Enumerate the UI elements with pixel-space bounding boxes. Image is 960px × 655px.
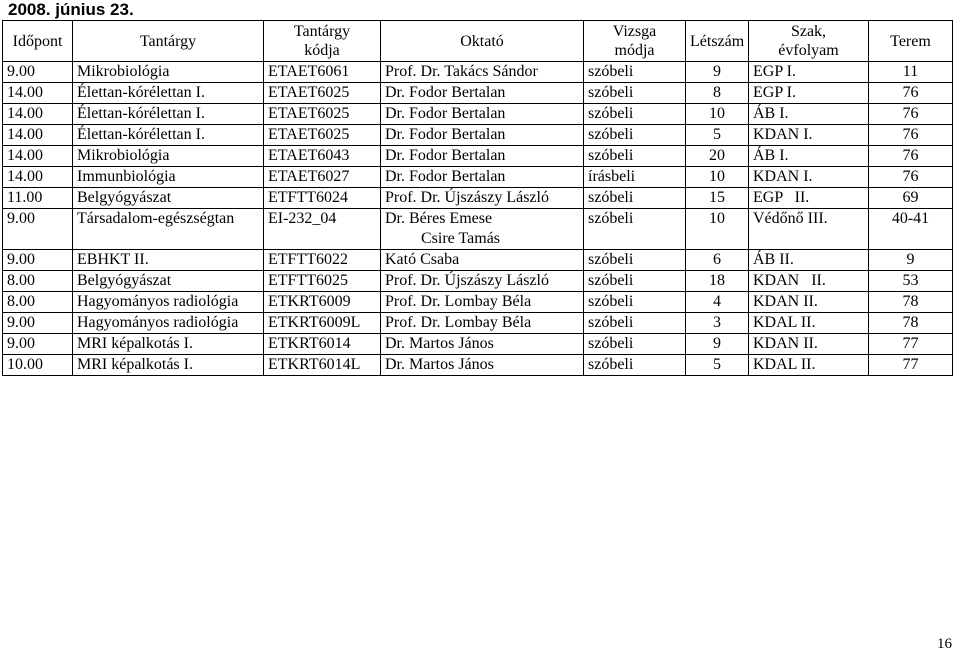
- cell-teacher: Dr. Fodor Bertalan: [381, 125, 584, 146]
- cell-teacher: Dr. Fodor Bertalan: [381, 83, 584, 104]
- cell-subject: MRI képalkotás I.: [73, 334, 264, 355]
- cell-major: ÁB II.: [749, 250, 869, 271]
- cell-time: 10.00: [3, 355, 73, 376]
- exam-schedule-table: [2, 20, 953, 376]
- cell-teacher: Prof. Dr. Lombay Béla: [381, 292, 584, 313]
- cell-major: KDAN I.: [749, 125, 869, 146]
- cell-teacher: Dr. Martos János: [381, 334, 584, 355]
- cell-time: 14.00: [3, 125, 73, 146]
- cell-teacher: Dr. Martos János: [381, 355, 584, 376]
- cell-major: KDAL II.: [749, 313, 869, 334]
- teacher-name-1: Dr. Béres Emese: [385, 210, 493, 227]
- table-row: [3, 188, 953, 209]
- cell-room: 9: [869, 250, 953, 271]
- cell-time: 14.00: [3, 167, 73, 188]
- cell-exam-type: írásbeli: [584, 167, 686, 188]
- cell-major: KDAN II.: [749, 334, 869, 355]
- cell-major: KDAN I.: [749, 167, 869, 188]
- cell-time: 9.00: [3, 209, 73, 250]
- cell-room: 11: [869, 62, 953, 83]
- cell-exam-type: szóbeli: [584, 355, 686, 376]
- cell-count: 3: [686, 313, 749, 334]
- cell-count: 4: [686, 292, 749, 313]
- cell-code: ETFTT6025: [264, 271, 381, 292]
- header-exam-line1: Vizsga: [612, 23, 657, 40]
- table-row: [3, 292, 953, 313]
- cell-code: ETAET6043: [264, 146, 381, 167]
- cell-subject: Belgyógyászat: [73, 271, 264, 292]
- table-header-row: [3, 21, 953, 62]
- cell-time: 8.00: [3, 292, 73, 313]
- cell-time: 9.00: [3, 334, 73, 355]
- cell-subject: Immunbiológia: [73, 167, 264, 188]
- cell-time: 11.00: [3, 188, 73, 209]
- cell-major: KDAN II.: [749, 271, 869, 292]
- cell-exam-type: szóbeli: [584, 83, 686, 104]
- cell-count: 9: [686, 62, 749, 83]
- cell-major: ÁB I.: [749, 146, 869, 167]
- cell-subject: Élettan-kórélettan I.: [73, 104, 264, 125]
- header-code-line1: Tantárgy: [293, 23, 351, 40]
- cell-room: 77: [869, 355, 953, 376]
- header-major-line2: évfolyam: [778, 42, 839, 59]
- cell-subject: Hagyományos radiológia: [73, 313, 264, 334]
- cell-count: 5: [686, 355, 749, 376]
- header-exam-type: [584, 21, 686, 62]
- cell-count: 8: [686, 83, 749, 104]
- header-count: Létszám: [686, 21, 749, 62]
- cell-room: 78: [869, 313, 953, 334]
- cell-time: 9.00: [3, 62, 73, 83]
- cell-teacher: [381, 209, 584, 250]
- cell-code: ETFTT6024: [264, 188, 381, 209]
- cell-major: ÁB I.: [749, 104, 869, 125]
- table-row: [3, 62, 953, 83]
- cell-time: 14.00: [3, 83, 73, 104]
- cell-teacher: Dr. Fodor Bertalan: [381, 167, 584, 188]
- cell-major: EGP II.: [749, 188, 869, 209]
- cell-code: ETAET6061: [264, 62, 381, 83]
- cell-time: 9.00: [3, 250, 73, 271]
- table-row: [3, 104, 953, 125]
- cell-code: ETKRT6009L: [264, 313, 381, 334]
- cell-room: 40-41: [869, 209, 953, 250]
- table-row: [3, 250, 953, 271]
- table-row: [3, 271, 953, 292]
- cell-time: 9.00: [3, 313, 73, 334]
- cell-teacher: Prof. Dr. Újszászy László: [381, 188, 584, 209]
- cell-code: ETAET6025: [264, 125, 381, 146]
- table-row: [3, 167, 953, 188]
- table-row: [3, 313, 953, 334]
- cell-time: 14.00: [3, 104, 73, 125]
- header-major: [749, 21, 869, 62]
- cell-major: KDAL II.: [749, 355, 869, 376]
- cell-count: 18: [686, 271, 749, 292]
- table-row: [3, 125, 953, 146]
- cell-count: 15: [686, 188, 749, 209]
- cell-exam-type: szóbeli: [584, 188, 686, 209]
- header-major-line1: Szak,: [790, 23, 827, 40]
- cell-subject: Belgyógyászat: [73, 188, 264, 209]
- cell-code: ETKRT6014L: [264, 355, 381, 376]
- header-subject-code: [264, 21, 381, 62]
- cell-room: 76: [869, 104, 953, 125]
- cell-teacher: Dr. Fodor Bertalan: [381, 146, 584, 167]
- cell-exam-type: szóbeli: [584, 146, 686, 167]
- cell-subject: EBHKT II.: [73, 250, 264, 271]
- cell-room: 78: [869, 292, 953, 313]
- cell-code: ETAET6027: [264, 167, 381, 188]
- cell-subject: Élettan-kórélettan I.: [73, 83, 264, 104]
- cell-exam-type: szóbeli: [584, 313, 686, 334]
- cell-code: EI-232_04: [264, 209, 381, 250]
- cell-major: KDAN II.: [749, 292, 869, 313]
- header-exam-line2: módja: [614, 42, 655, 59]
- cell-teacher: Prof. Dr. Lombay Béla: [381, 313, 584, 334]
- cell-room: 77: [869, 334, 953, 355]
- table-row: [3, 209, 953, 250]
- cell-exam-type: szóbeli: [584, 104, 686, 125]
- cell-subject: Mikrobiológia: [73, 62, 264, 83]
- cell-code: ETAET6025: [264, 104, 381, 125]
- header-room: Terem: [869, 21, 953, 62]
- cell-count: 20: [686, 146, 749, 167]
- cell-count: 10: [686, 104, 749, 125]
- cell-time: 14.00: [3, 146, 73, 167]
- cell-teacher: Prof. Dr. Újszászy László: [381, 271, 584, 292]
- cell-subject: Hagyományos radiológia: [73, 292, 264, 313]
- cell-teacher: Dr. Fodor Bertalan: [381, 104, 584, 125]
- table-row: [3, 334, 953, 355]
- cell-count: 10: [686, 209, 749, 250]
- cell-exam-type: szóbeli: [584, 125, 686, 146]
- table-row: [3, 146, 953, 167]
- cell-major: Védőnő III.: [749, 209, 869, 250]
- cell-exam-type: szóbeli: [584, 334, 686, 355]
- cell-count: 5: [686, 125, 749, 146]
- cell-room: 76: [869, 146, 953, 167]
- teacher-name-2: Csire Tamás: [421, 230, 501, 247]
- cell-exam-type: szóbeli: [584, 250, 686, 271]
- cell-major: EGP I.: [749, 83, 869, 104]
- cell-exam-type: szóbeli: [584, 271, 686, 292]
- cell-teacher: Prof. Dr. Takács Sándor: [381, 62, 584, 83]
- cell-time: 8.00: [3, 271, 73, 292]
- header-subject: Tantárgy: [73, 21, 264, 62]
- cell-exam-type: szóbeli: [584, 292, 686, 313]
- cell-count: 6: [686, 250, 749, 271]
- table-row: [3, 355, 953, 376]
- cell-subject: MRI képalkotás I.: [73, 355, 264, 376]
- cell-code: ETAET6025: [264, 83, 381, 104]
- page-date-heading: 2008. június 23.: [8, 0, 134, 19]
- cell-exam-type: szóbeli: [584, 62, 686, 83]
- cell-count: 9: [686, 334, 749, 355]
- cell-room: 69: [869, 188, 953, 209]
- cell-code: ETKRT6009: [264, 292, 381, 313]
- page-number: 16: [937, 636, 952, 652]
- cell-count: 10: [686, 167, 749, 188]
- cell-major: EGP I.: [749, 62, 869, 83]
- cell-room: 76: [869, 125, 953, 146]
- cell-code: ETFTT6022: [264, 250, 381, 271]
- header-code-line2: kódja: [304, 42, 340, 59]
- cell-room: 76: [869, 83, 953, 104]
- table-row: [3, 83, 953, 104]
- cell-subject: Élettan-kórélettan I.: [73, 125, 264, 146]
- header-time: Időpont: [3, 21, 73, 62]
- cell-room: 76: [869, 167, 953, 188]
- header-teacher: Oktató: [381, 21, 584, 62]
- cell-code: ETKRT6014: [264, 334, 381, 355]
- cell-room: 53: [869, 271, 953, 292]
- cell-exam-type: szóbeli: [584, 209, 686, 250]
- cell-teacher: Kató Csaba: [381, 250, 584, 271]
- cell-subject: Társadalom-egészségtan: [73, 209, 264, 250]
- cell-subject: Mikrobiológia: [73, 146, 264, 167]
